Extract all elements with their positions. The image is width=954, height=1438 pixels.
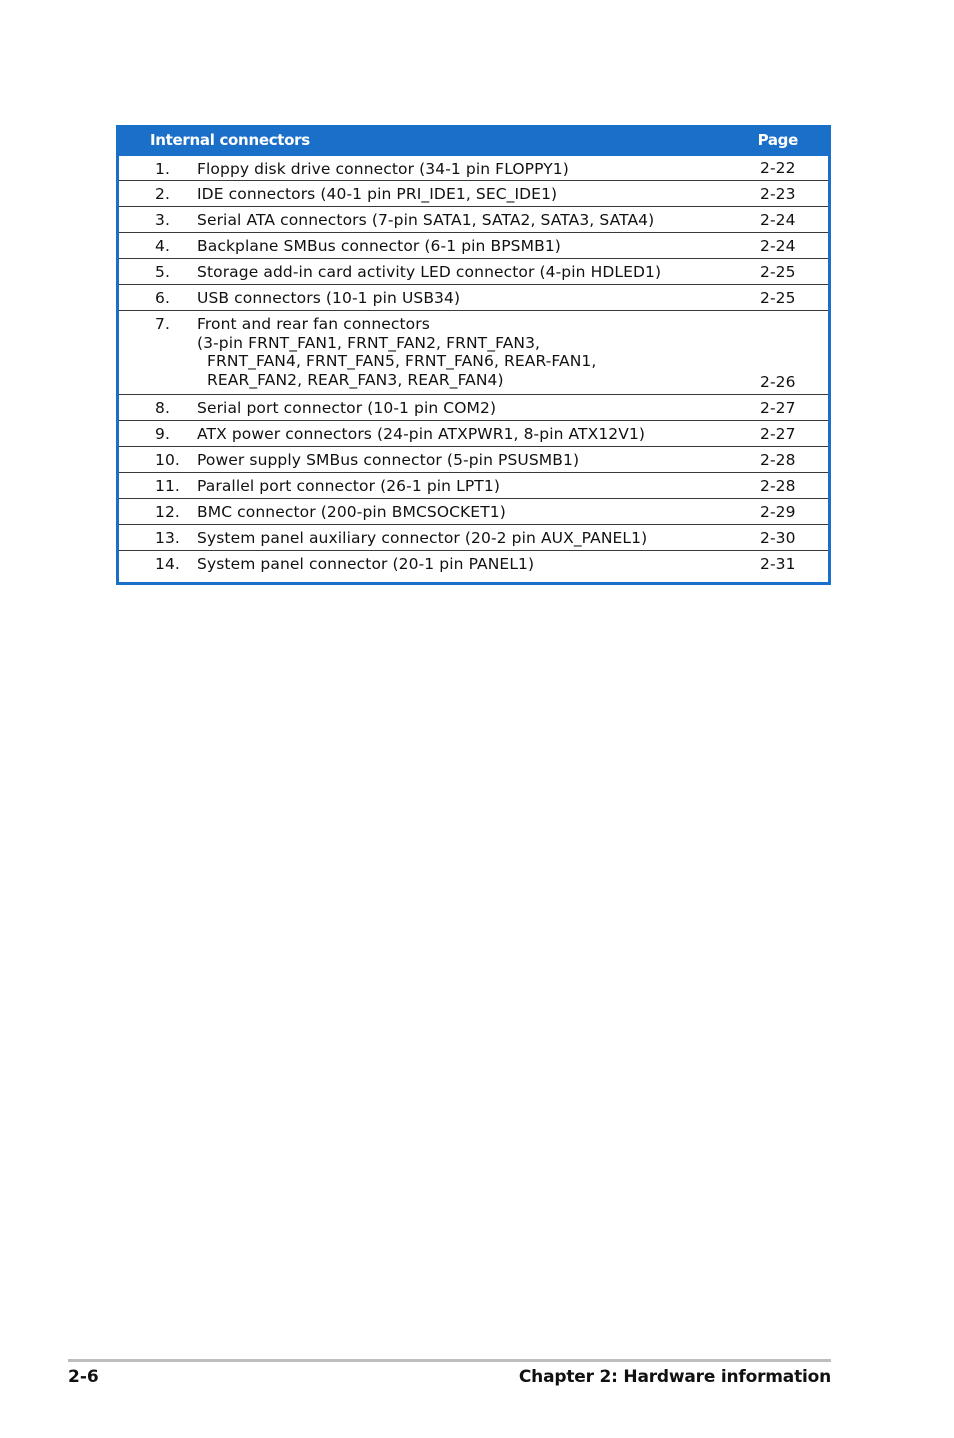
row-page: 2-26 — [760, 373, 796, 391]
table-row — [119, 525, 828, 551]
row-description: Floppy disk drive connector (34-1 pin FLOPPY1) — [197, 160, 569, 178]
row-page: 2-22 — [760, 159, 796, 177]
row-number: 12. — [155, 503, 180, 521]
row-description: ATX power connectors (24-pin ATXPWR1, 8-pin ATX12V1) — [197, 425, 646, 443]
row-description: IDE connectors (40-1 pin PRI_IDE1, SEC_IDE1) — [197, 185, 558, 203]
row-description: Power supply SMBus connector (5-pin PSUSMB1) — [197, 451, 580, 469]
row-page: 2-27 — [760, 425, 796, 443]
row-number: 4. — [155, 237, 170, 255]
row-page: 2-25 — [760, 289, 796, 307]
table-row — [119, 311, 828, 395]
row-page: 2-24 — [760, 211, 796, 229]
row-description: Serial port connector (10-1 pin COM2) — [197, 399, 497, 417]
row-page: 2-23 — [760, 185, 796, 203]
row-page: 2-24 — [760, 237, 796, 255]
row-description: Backplane SMBus connector (6-1 pin BPSMB1) — [197, 237, 561, 255]
table-row — [119, 181, 828, 207]
header-page: Page — [757, 131, 798, 149]
row-page: 2-27 — [760, 399, 796, 417]
row-number: 14. — [155, 555, 180, 573]
row-page: 2-28 — [760, 477, 796, 495]
row-page: 2-30 — [760, 529, 796, 547]
table-row — [119, 156, 828, 181]
row-number: 5. — [155, 263, 170, 281]
footer-rule — [68, 1359, 831, 1362]
row-description: Parallel port connector (26-1 pin LPT1) — [197, 477, 500, 495]
row-description: System panel auxiliary connector (20-2 pin AUX_PANEL1) — [197, 529, 648, 547]
table-row — [119, 421, 828, 447]
table-row — [119, 285, 828, 311]
row-page: 2-31 — [760, 555, 796, 573]
row-description: BMC connector (200-pin BMCSOCKET1) — [197, 503, 506, 521]
row-description-line: REAR_FAN2, REAR_FAN3, REAR_FAN4) — [207, 370, 504, 389]
row-number: 13. — [155, 529, 180, 547]
row-description-line: (3-pin FRNT_FAN1, FRNT_FAN2, FRNT_FAN3, — [197, 333, 541, 352]
row-description: System panel connector (20-1 pin PANEL1) — [197, 555, 535, 573]
row-number: 10. — [155, 451, 180, 469]
row-page: 2-29 — [760, 503, 796, 521]
table-header — [116, 125, 831, 156]
row-number: 8. — [155, 399, 170, 417]
table-row — [119, 551, 828, 579]
row-description-line: Front and rear fan connectors — [197, 315, 430, 333]
row-number: 3. — [155, 211, 170, 229]
table-row — [119, 395, 828, 421]
connectors-table — [116, 125, 831, 585]
table-row — [119, 447, 828, 473]
row-description — [197, 315, 596, 389]
footer-page-number: 2-6 — [68, 1367, 99, 1387]
row-description: Storage add-in card activity LED connector (4-pin HDLED1) — [197, 263, 662, 281]
table-row — [119, 473, 828, 499]
row-page: 2-28 — [760, 451, 796, 469]
footer-chapter-title: Chapter 2: Hardware information — [518, 1367, 831, 1387]
header-title: Internal connectors — [150, 131, 310, 149]
row-number: 9. — [155, 425, 170, 443]
row-number: 1. — [155, 160, 170, 178]
row-description: Serial ATA connectors (7-pin SATA1, SATA2, SATA3, SATA4) — [197, 211, 655, 229]
table-row — [119, 259, 828, 285]
row-number: 11. — [155, 477, 180, 495]
table-row — [119, 499, 828, 525]
row-description-line: FRNT_FAN4, FRNT_FAN5, FRNT_FAN6, REAR-FAN1, — [207, 352, 597, 370]
row-number: 6. — [155, 289, 170, 307]
table-row — [119, 233, 828, 259]
row-description: USB connectors (10-1 pin USB34) — [197, 289, 461, 307]
row-number: 2. — [155, 185, 170, 203]
row-number: 7. — [155, 315, 170, 333]
row-page: 2-25 — [760, 263, 796, 281]
table-row — [119, 207, 828, 233]
